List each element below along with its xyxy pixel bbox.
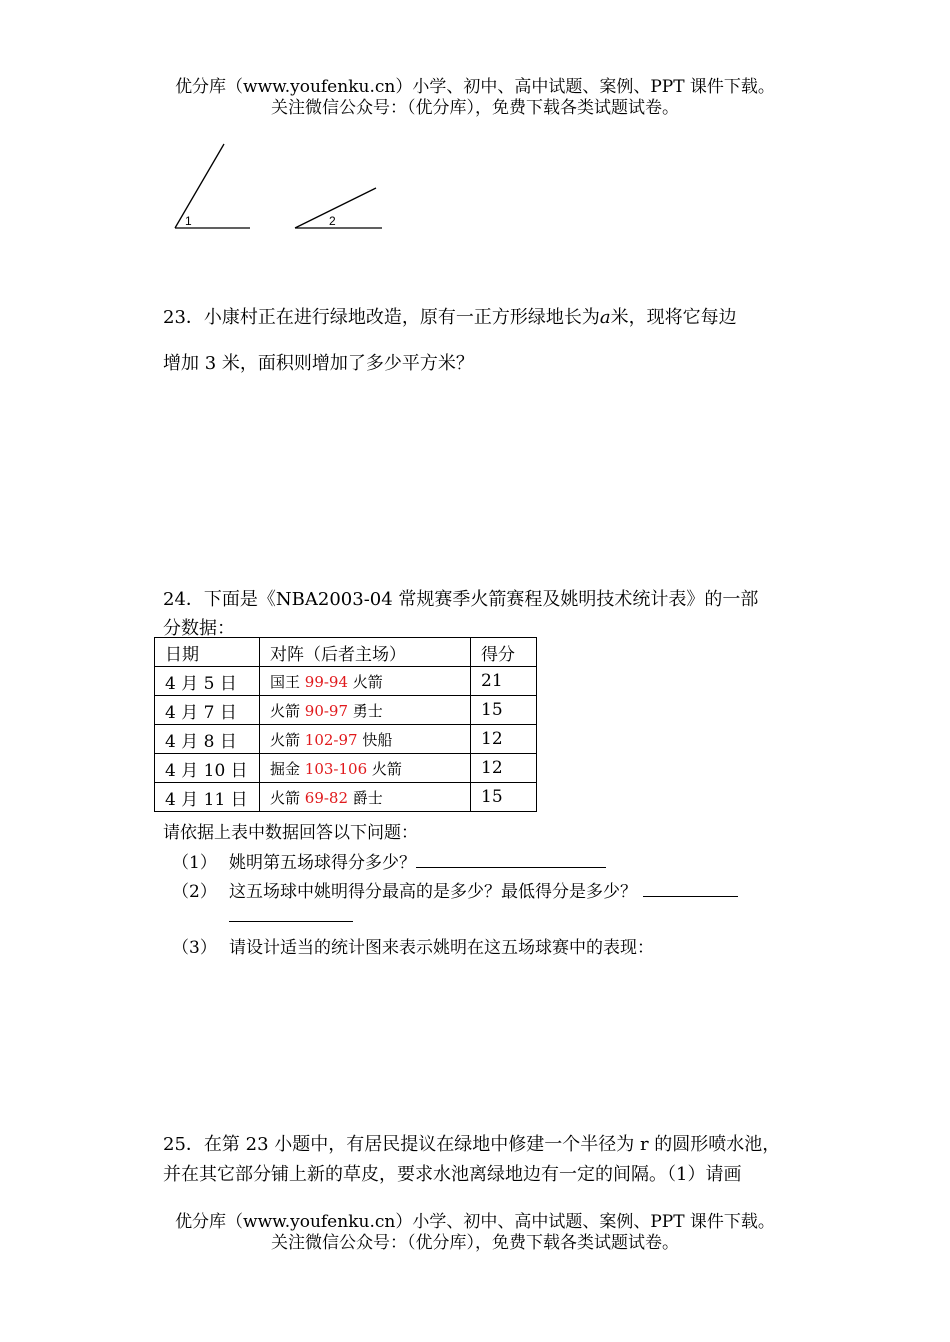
q25-line-2: 并在其它部分铺上新的草皮，要求水池离绿地边有一定的间隔。（1）请画 [163,1164,742,1185]
q24-sub2-text: 这五场球中姚明得分最高的是多少？最低得分是多少？ [229,882,637,902]
table-row [155,754,537,783]
table-cell-matchup [260,725,471,754]
game-score: 103-106 [304,759,368,778]
q24-sub2 [229,877,738,902]
table-row [155,667,537,696]
angle-figure [160,135,400,235]
table-cell-date: 4 月 10 日 [155,754,260,783]
table-cell-points: 12 [471,725,537,754]
table-cell-points: 15 [471,783,537,812]
q24-sub2-number: （2） [172,882,217,902]
footer-line-1: 优分库（www.youfenku.cn）小学、初中、高中试题、案例、PPT 课件下载。 [175,1212,775,1232]
table-cell-matchup [260,783,471,812]
table-cell-date: 4 月 8 日 [155,725,260,754]
team-a: 火箭 [270,788,305,807]
q23-text-a: 23．小康村正在进行绿地改造，原有一正方形绿地长为 [163,307,600,328]
game-score: 102-97 [304,730,358,749]
table-cell-matchup [260,696,471,725]
team-a: 火箭 [270,730,305,749]
angle-2-figure [295,188,382,228]
header-line-1: 优分库（www.youfenku.cn）小学、初中、高中试题、案例、PPT 课件下载。 [175,77,775,97]
game-score: 90-97 [304,701,349,720]
table-cell-matchup [260,754,471,783]
q23-text-b: 米，现将它每边 [610,307,737,328]
team-a: 国王 [270,672,305,691]
header-line-2: 关注微信公众号：（优分库），免费下载各类试题试卷。 [271,98,679,118]
q23-line-2: 增加 3 米，面积则增加了多少平方米？ [163,353,474,374]
team-b: 火箭 [367,759,402,778]
table-header-points: 得分 [471,638,537,667]
answer-blank[interactable] [416,849,606,868]
game-score: 69-82 [304,788,349,807]
team-b: 火箭 [348,672,383,691]
game-score: 99-94 [304,672,349,691]
angle-2-label: 2 [329,214,336,228]
table-cell-date: 4 月 5 日 [155,667,260,696]
table-cell-points: 21 [471,667,537,696]
team-a: 掘金 [270,759,305,778]
angle-1-label: 1 [185,214,192,228]
q23-line-1 [163,303,793,329]
q24-line-2: 分数据： [163,618,235,639]
footer-line-2: 关注微信公众号：（优分库），免费下载各类试题试卷。 [271,1233,679,1253]
table-row [155,783,537,812]
q23-variable-a: a [599,307,611,328]
table-header-date: 日期 [155,638,260,667]
team-b: 勇士 [348,701,383,720]
q24-prompt: 请依据上表中数据回答以下问题： [163,823,418,843]
team-b: 快船 [357,730,393,749]
table-cell-points: 15 [471,696,537,725]
table-cell-date: 4 月 7 日 [155,696,260,725]
q25-line-1: 25．在第 23 小题中，有居民提议在绿地中修建一个半径为 r 的圆形喷水池， [163,1134,781,1155]
answer-blank[interactable] [643,878,738,897]
q24-sub1 [229,848,606,873]
table-header-row [155,638,537,667]
table-cell-matchup [260,667,471,696]
table-row [155,696,537,725]
q24-sub1-number: （1） [172,853,217,873]
team-a: 火箭 [270,701,305,720]
q24-sub3-text: 请设计适当的统计图来表示姚明在这五场球赛中的表现： [229,938,654,958]
table-header-matchup: 对阵（后者主场） [260,638,471,667]
q24-line-1: 24．下面是《NBA2003-04 常规赛季火箭赛程及姚明技术统计表》的一部 [163,589,759,610]
team-b: 爵士 [348,788,383,807]
q24-sub1-text: 姚明第五场球得分多少？ [229,853,416,873]
stats-table [154,637,537,812]
table-cell-points: 12 [471,754,537,783]
table-row [155,725,537,754]
angle-1-figure [175,144,250,228]
answer-blank[interactable] [229,903,353,922]
q24-sub3-number: （3） [172,938,217,958]
table-cell-date: 4 月 11 日 [155,783,260,812]
